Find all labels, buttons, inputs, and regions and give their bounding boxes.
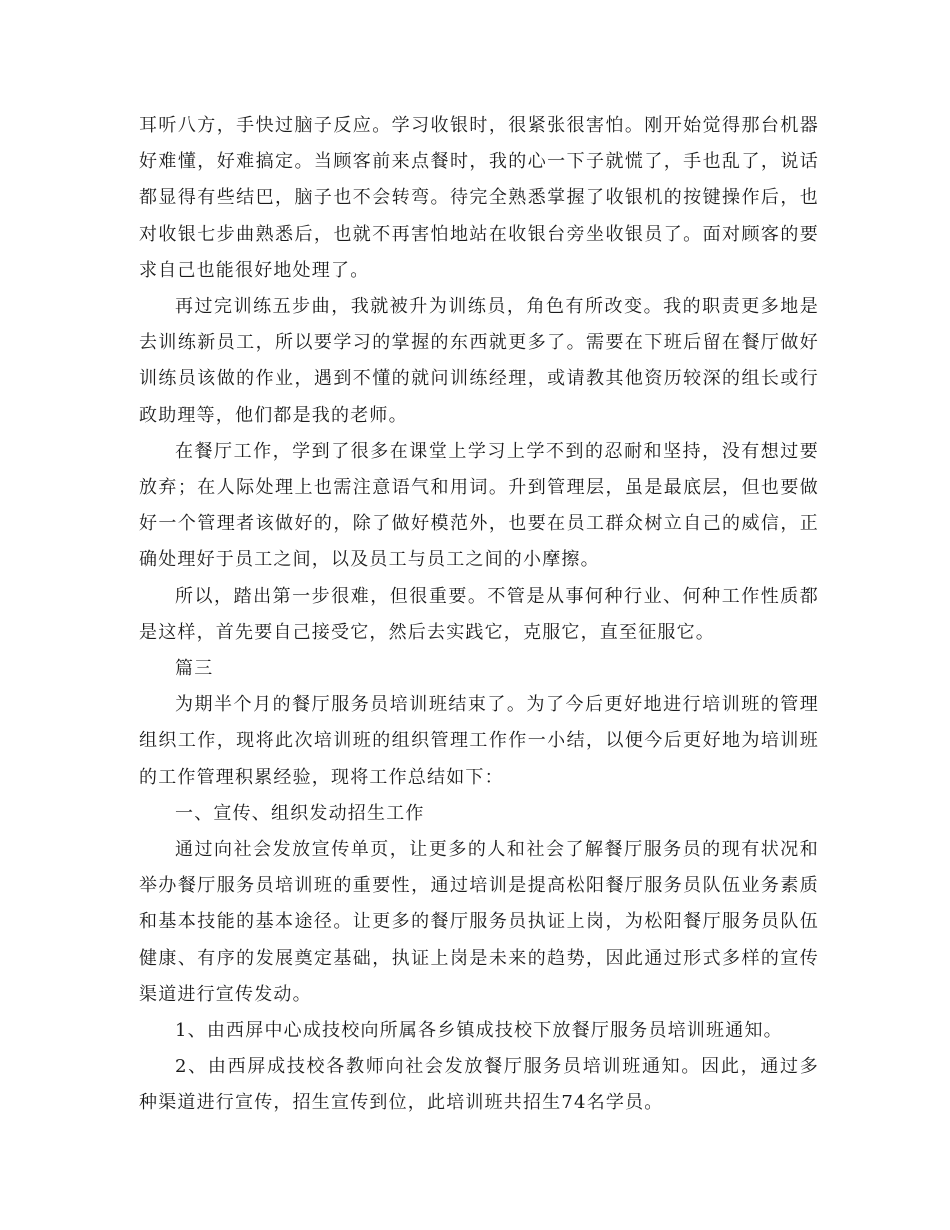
list-item-2: 2、由西屏成技校各教师向社会发放餐厅服务员培训班通知。因此，通过多种渠道进行宣传，招生宣传到位，此培训班共招生74名学员。 (139, 1056, 819, 1114)
paragraph-6: 通过向社会发放宣传单页，让更多的人和社会了解餐厅服务员的现有状况和举办餐厅服务员培训班的重要性，通过培训是提高松阳餐厅服务员队伍业务素质和基本技能的基本途径。让更多的餐厅服务员执证上岗，为松阳餐厅服务员队伍健康、有序的发展奠定基础，执证上岗是未来的趋势，因此通过形式多样的宣传渠道进行宣传发动。 (139, 839, 819, 1005)
paragraph-4: 所以，踏出第一步很难，但很重要。不管是从事何种行业、何种工作性质都是这样，首先要自己接受它，然后去实践它，克服它，直至征服它。 (139, 585, 819, 643)
section-heading-pian-san: 篇三 (175, 658, 214, 680)
paragraph-1: 耳听八方，手快过脑子反应。学习收银时，很紧张很害怕。刚开始觉得那台机器好难懂，好难搞定。当顾客前来点餐时，我的心一下子就慌了，手也乱了，说话都显得有些结巴，脑子也不会转弯。待完全熟悉掌握了收银机的按键操作后，也对收银七步曲熟悉后，也就不再害怕地站在收银台旁坐收银员了。面对顾客的要求自己也能很好地处理了。 (139, 115, 819, 281)
subheading-recruitment: 一、宣传、组织发动招生工作 (175, 802, 425, 824)
paragraph-3: 在餐厅工作，学到了很多在课堂上学习上学不到的忍耐和坚持，没有想过要放弃；在人际处理上也需注意语气和用词。升到管理层，虽是最底层，但也要做好一个管理者该做好的，除了做好模范外，也要在员工群众树立自己的威信，正确处理好于员工之间，以及员工与员工之间的小摩擦。 (139, 440, 819, 571)
paragraph-2: 再过完训练五步曲，我就被升为训练员，角色有所改变。我的职责更多地是去训练新员工，所以要学习的掌握的东西就更多了。需要在下班后留在餐厅做好训练员该做的作业，遇到不懂的就问训练经理，或请教其他资历较深的组长或行政助理等，他们都是我的老师。 (139, 296, 819, 426)
document-body (139, 108, 819, 1122)
list-item-1: 1、由西屏中心成技校向所属各乡镇成技校下放餐厅服务员培训班通知。 (175, 1020, 783, 1042)
paragraph-5: 为期半个月的餐厅服务员培训班结束了。为了今后更好地进行培训班的管理组织工作，现将此次培训班的组织管理工作作一小结，以便今后更好地为培训班的工作管理积累经验，现将工作总结如下： (139, 694, 819, 788)
